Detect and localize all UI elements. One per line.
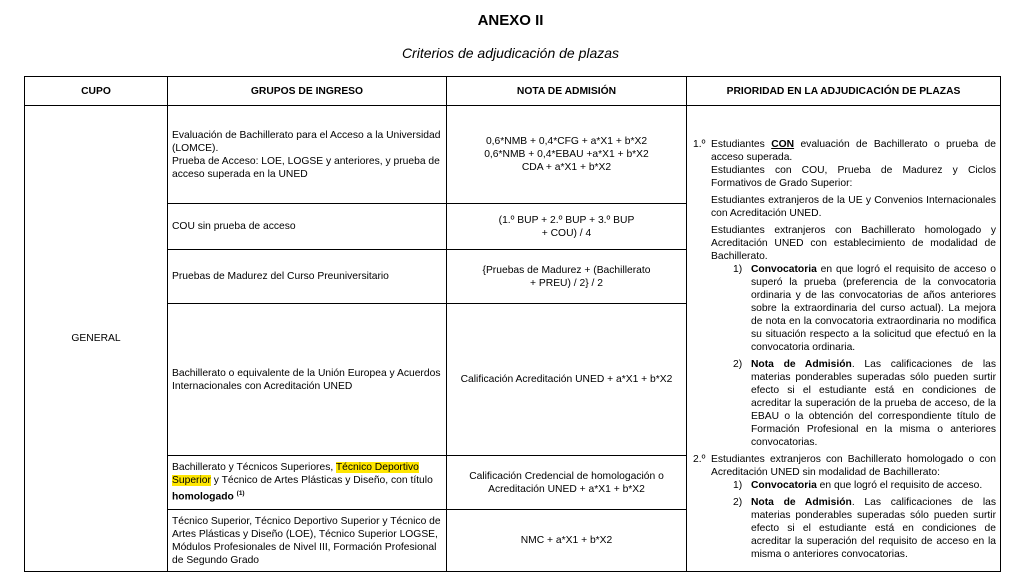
- highlighted-text: Técnico Deportivo Superior: [172, 462, 419, 487]
- nota-line: Calificación Credencial de homologación o: [469, 470, 664, 482]
- grupo-cell: Técnico Superior, Técnico Deportivo Superior y Técnico de Artes Plásticas y Diseño (LOE), Técnico Superior LOGSE, Módulos Profesionales de Nivel III, Formación Profesional de Segundo Grado: [168, 510, 447, 572]
- priority-item-1: [693, 138, 996, 164]
- priority-number: 1.º: [693, 139, 706, 150]
- nota-line: (1.º BUP + 2.º BUP + 3.º BUP: [498, 214, 635, 226]
- nota-cell: NMC + a*X1 + b*X2: [447, 510, 687, 572]
- subitem-text: . Las calificaciones de las materias ponderables superadas sólo pueden surtir efecto si el estudiante está en condiciones de acreditar la superación de la prueba de acceso, de la EBAU o la obtención del correspondiente título de Formación Profesional en la misma o anteriores convocatorias.: [751, 359, 996, 448]
- grupo-cell: Bachillerato o equivalente de la Unión Europea y Acuerdos Internacionales con Acreditación UNED: [168, 304, 447, 456]
- nota-line: + COU) / 4: [541, 227, 592, 239]
- priority-paragraph: Estudiantes extranjeros de la UE y Convenios Internacionales con Acreditación UNED.: [711, 195, 996, 219]
- grupo-cell: Pruebas de Madurez del Curso Preuniversitario: [168, 250, 447, 304]
- nota-cell: [447, 250, 687, 304]
- cupo-cell: GENERAL: [25, 106, 168, 572]
- priority-subitem: [733, 358, 996, 449]
- grupo-emphasis: homologado: [172, 491, 234, 503]
- subitem-number: 1): [733, 264, 743, 275]
- grupo-text: Bachillerato y Técnicos Superiores,: [172, 462, 336, 474]
- nota-line: {Pruebas de Madurez + (Bachillerato: [482, 264, 651, 276]
- annex-subtitle: Criterios de adjudicación de plazas: [401, 45, 620, 61]
- priority-emphasis: CON: [771, 139, 795, 150]
- priority-item-2: [693, 453, 996, 479]
- nota-line: + PREU) / 2} / 2: [530, 277, 603, 289]
- nota-line: 0,6*NMB + 0,4*CFG + a*X1 + b*X2: [485, 136, 648, 147]
- priority-paragraph: Estudiantes con COU, Prueba de Madurez y Ciclos Formativos de Grado Superior:: [711, 165, 996, 189]
- grupo-cell: COU sin prueba de acceso: [168, 204, 447, 250]
- grupo-cell: [168, 106, 447, 204]
- nota-cell: [447, 456, 687, 510]
- priority-subitem: [733, 479, 996, 492]
- nota-cell: [447, 106, 687, 204]
- nota-cell: Calificación Acreditación UNED + a*X1 + b*X2: [447, 304, 687, 456]
- table-header-row: [25, 77, 1001, 106]
- subitem-number: 2): [733, 497, 743, 508]
- subitem-label: Nota de Admisión: [751, 497, 852, 508]
- grupo-cell: [168, 456, 447, 510]
- subitem-label: Convocatoria: [751, 264, 817, 275]
- nota-line: CDA + a*X1 + b*X2: [521, 162, 612, 173]
- priority-text: Estudiantes: [711, 139, 772, 150]
- priority-number: 2.º: [693, 454, 706, 465]
- priority-subitem: [733, 496, 996, 561]
- nota-line: Acreditación UNED + a*X1 + b*X2: [488, 483, 645, 495]
- nota-line: 0,6*NMB + 0,4*EBAU +a*X1 + b*X2: [484, 149, 649, 160]
- grupo-line: Evaluación de Bachillerato para el Acceso a la Universidad (LOMCE).: [172, 129, 441, 154]
- annex-title: ANEXO II: [477, 12, 544, 29]
- grupo-text: y Técnico de Artes Plásticas y Diseño, con título: [210, 475, 433, 487]
- subitem-text: en que logró el requisito de acceso.: [816, 480, 983, 491]
- priority-text: Estudiantes extranjeros con Bachillerato homologado o con Acreditación UNED sin modalidad de Bachillerato:: [711, 454, 996, 478]
- col-header-prioridad: PRIORIDAD EN LA ADJUDICACIÓN DE PLAZAS: [687, 77, 1001, 106]
- subitem-number: 2): [733, 359, 743, 370]
- subitem-number: 1): [733, 480, 743, 491]
- table-row: [25, 106, 1001, 204]
- col-header-grupos: GRUPOS DE INGRESO: [168, 77, 447, 106]
- criteria-table: [24, 76, 1001, 572]
- nota-cell: [447, 204, 687, 250]
- priority-paragraph: Estudiantes extranjeros con Bachillerato homologado y Acreditación UNED con establecimiento de modalidad de Bachillerato.: [711, 225, 996, 262]
- priority-text: evaluación de Bachillerato o prueba de acceso superada.: [711, 139, 996, 163]
- priority-subitem: [733, 263, 996, 354]
- subitem-text: . Las calificaciones de las materias ponderables superadas sólo pueden surtir efecto si el estudiante está en condiciones de acreditar la superación del requisito de acceso en la misma o anteriores convocatorias.: [751, 497, 996, 560]
- footnote-marker: (1): [236, 490, 245, 498]
- subitem-text: en que logró el requisito de acceso o superó la prueba (preferencia de la convocatoria ordinaria y de las convocatorias de años anteriores sobre la extraordinaria del curso actual). La mejora de nota en la convocatoria extraordinaria no modifica su situación respecto a la solicitud que efectuó en la convocatoria ordinaria.: [751, 264, 996, 353]
- col-header-nota: NOTA DE ADMISIÓN: [447, 77, 687, 106]
- subitem-label: Convocatoria: [751, 480, 817, 491]
- col-header-cupo: CUPO: [25, 77, 168, 106]
- prioridad-cell: [687, 106, 1001, 572]
- subitem-label: Nota de Admisión: [751, 359, 852, 370]
- grupo-line: Prueba de Acceso: LOE, LOGSE y anteriores, y prueba de acceso superada en la UNED: [172, 155, 440, 180]
